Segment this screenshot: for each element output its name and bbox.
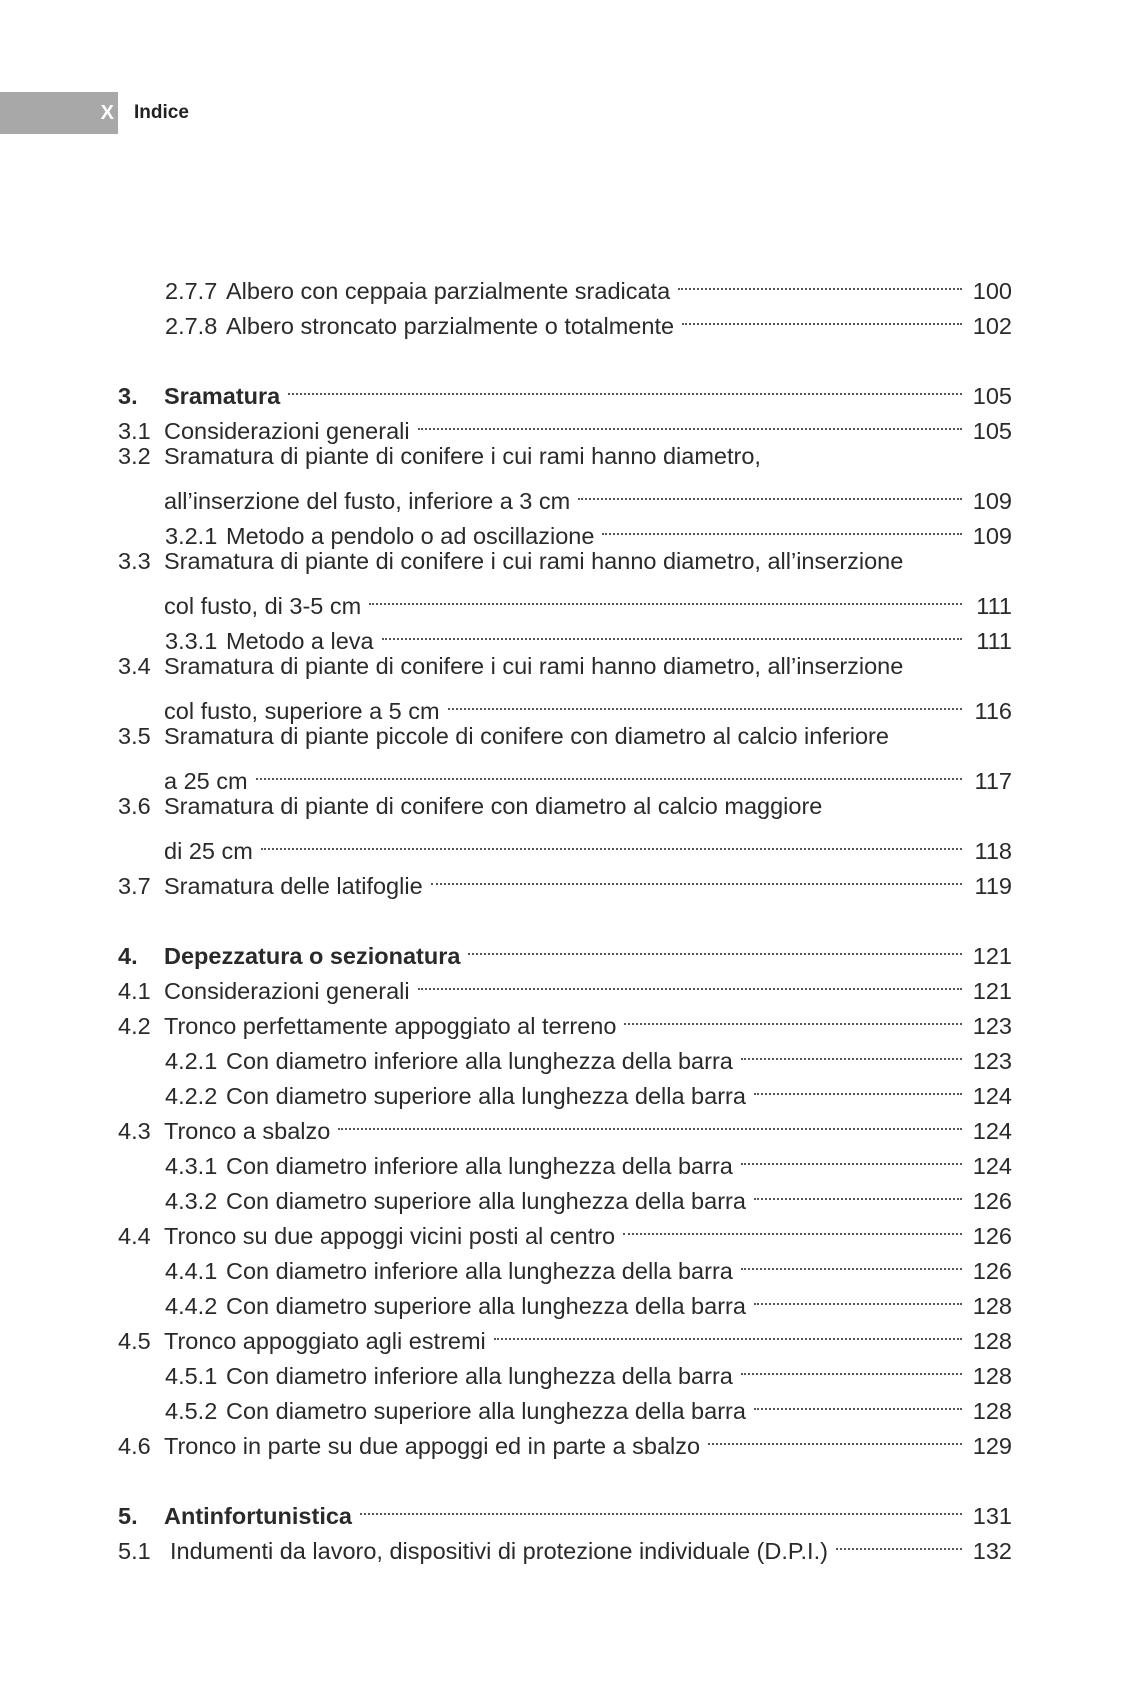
entry-number: 4.2: [118, 1013, 151, 1039]
toc-entry[interactable]: [118, 999, 1012, 1039]
entry-title-line1[interactable]: Sramatura di piante di conifere i cui rami hanno diametro, all’inserzione: [164, 548, 904, 574]
chapter-number: 4.: [118, 943, 138, 969]
entry-title-line2: col fusto, superiore a 5 cm: [164, 698, 440, 724]
entry-page: 126: [972, 1223, 1012, 1249]
toc-entry[interactable]: [165, 509, 1012, 549]
page-number: X: [100, 102, 114, 124]
toc-entry[interactable]: [165, 1174, 1012, 1214]
running-title: Indice: [134, 102, 189, 123]
toc-entry[interactable]: [165, 1279, 1012, 1319]
entry-page: 116: [974, 698, 1012, 724]
dot-leader: [682, 299, 962, 334]
toc-entry[interactable]: [118, 964, 1012, 1004]
entry-page: 102: [972, 313, 1012, 339]
dot-leader: [836, 1524, 962, 1559]
entry-title: Con diametro inferiore alla lunghezza della barra: [226, 1048, 733, 1074]
entry-page: 111: [976, 628, 1012, 654]
toc-entry[interactable]: [164, 824, 1012, 864]
toc-entry[interactable]: [165, 1244, 1012, 1284]
toc-chapter[interactable]: [118, 1489, 1012, 1529]
entry-title: Con diametro superiore alla lunghezza della barra: [226, 1083, 746, 1109]
entry-page: 128: [972, 1398, 1012, 1424]
entry-page: 117: [974, 768, 1012, 794]
entry-title: Tronco a sbalzo: [164, 1118, 331, 1144]
entry-number: 3.5: [118, 723, 151, 749]
toc-chapter[interactable]: [118, 929, 1012, 969]
entry-title: Con diametro inferiore alla lunghezza della barra: [226, 1363, 733, 1389]
dot-leader: [382, 614, 962, 649]
entry-number: 4.5: [118, 1328, 151, 1354]
entry-page: 105: [972, 418, 1012, 444]
toc-entry[interactable]: [118, 1524, 1012, 1564]
entry-number: 4.6: [118, 1433, 151, 1459]
dot-leader: [431, 859, 962, 894]
entry-title-line1[interactable]: Sramatura di piante piccole di conifere con diametro al calcio inferiore: [164, 723, 889, 749]
entry-number: 4.4.2: [165, 1293, 218, 1319]
toc-entry[interactable]: [118, 1104, 1012, 1144]
toc-entry[interactable]: [165, 264, 1012, 304]
entry-title: Albero con ceppaia parzialmente sradicata: [226, 278, 671, 304]
toc-entry[interactable]: [164, 684, 1012, 724]
dot-leader: [754, 1174, 962, 1209]
entry-number: 4.3.1: [165, 1153, 218, 1179]
entry-number: 3.1: [118, 418, 151, 444]
dot-leader: [578, 474, 962, 509]
dot-leader: [288, 369, 962, 404]
dot-leader: [261, 824, 962, 859]
toc-entry[interactable]: [165, 299, 1012, 339]
entry-page: 124: [972, 1118, 1012, 1144]
toc-entry[interactable]: [118, 859, 1012, 899]
entry-title: Metodo a pendolo o ad oscillazione: [226, 523, 595, 549]
entry-title-line1[interactable]: Sramatura di piante di conifere i cui rami hanno diametro, all’inserzione: [164, 653, 904, 679]
toc-entry[interactable]: [118, 1314, 1012, 1354]
entry-page: 111: [976, 593, 1012, 619]
entry-number: 4.2.1: [165, 1048, 218, 1074]
dot-leader: [602, 509, 962, 544]
entry-page: 126: [972, 1258, 1012, 1284]
entry-page: 109: [972, 488, 1012, 514]
toc-entry[interactable]: [165, 1384, 1012, 1424]
toc-entry[interactable]: [164, 579, 1012, 619]
entry-number: 2.7.7: [165, 278, 218, 304]
entry-title: Considerazioni generali: [164, 418, 410, 444]
entry-number: 4.4.1: [165, 1258, 218, 1284]
entry-title: Con diametro superiore alla lunghezza della barra: [226, 1398, 746, 1424]
chapter-title: Depezzatura o sezionatura: [164, 943, 461, 969]
dot-leader: [360, 1489, 962, 1524]
toc-entry[interactable]: [164, 474, 1012, 514]
dot-leader: [754, 1069, 962, 1104]
entry-page: 109: [972, 523, 1012, 549]
toc-entry[interactable]: [118, 404, 1012, 444]
entry-title-line1[interactable]: Sramatura di piante di conifere i cui rami hanno diametro,: [164, 443, 761, 469]
entry-number: 4.2.2: [165, 1083, 218, 1109]
entry-page: 129: [972, 1433, 1012, 1459]
entry-title: Albero stroncato parzialmente o totalmente: [226, 313, 675, 339]
entry-title: Con diametro superiore alla lunghezza della barra: [226, 1188, 746, 1214]
chapter-number: 5.: [118, 1503, 138, 1529]
entry-page: 128: [972, 1293, 1012, 1319]
entry-number: 4.3: [118, 1118, 151, 1144]
dot-leader: [338, 1104, 962, 1139]
entry-title-line2: di 25 cm: [164, 838, 253, 864]
entry-page: 119: [974, 873, 1012, 899]
toc-entry[interactable]: [165, 1034, 1012, 1074]
chapter-number: 3.: [118, 383, 138, 409]
entry-title-line2: col fusto, di 3-5 cm: [164, 593, 362, 619]
entry-page: 123: [972, 1013, 1012, 1039]
dot-leader: [418, 964, 962, 999]
entry-page: 121: [972, 978, 1012, 1004]
entry-title: Tronco su due appoggi vicini posti al centro: [164, 1223, 616, 1249]
entry-page: 126: [972, 1188, 1012, 1214]
dot-leader: [494, 1314, 962, 1349]
entry-title: Metodo a leva: [226, 628, 374, 654]
toc-entry[interactable]: [164, 754, 1012, 794]
entry-number: 3.2.1: [165, 523, 218, 549]
entry-page: 128: [972, 1328, 1012, 1354]
entry-title: Con diametro inferiore alla lunghezza della barra: [226, 1258, 733, 1284]
dot-leader: [754, 1384, 962, 1419]
chapter-page: 131: [972, 1503, 1012, 1529]
entry-number: 3.6: [118, 793, 151, 819]
dot-leader: [741, 1034, 962, 1069]
toc-entry[interactable]: [165, 614, 1012, 654]
entry-title: Tronco perfettamente appoggiato al terreno: [164, 1013, 617, 1039]
dot-leader: [623, 1209, 962, 1244]
chapter-title: Sramatura: [164, 383, 281, 409]
entry-number: 4.5.1: [165, 1363, 218, 1389]
entry-title: Sramatura delle latifoglie: [164, 873, 423, 899]
toc-entry[interactable]: [165, 1069, 1012, 1109]
entry-page: 118: [974, 838, 1012, 864]
dot-leader: [418, 404, 962, 439]
chapter-page: 121: [972, 943, 1012, 969]
entry-title-line2: a 25 cm: [164, 768, 248, 794]
page-header: [0, 92, 400, 134]
dot-leader: [369, 579, 962, 614]
entry-number: 5.1: [118, 1538, 151, 1564]
dot-leader: [741, 1139, 962, 1174]
toc-entry[interactable]: [118, 1209, 1012, 1249]
entry-page: 123: [972, 1048, 1012, 1074]
entry-number: 3.2: [118, 443, 151, 469]
entry-number: 4.5.2: [165, 1398, 218, 1424]
entry-title-line2: all’inserzione del fusto, inferiore a 3 cm: [164, 488, 571, 514]
entry-title: Indumenti da lavoro, dispositivi di protezione individuale (D.P.I.): [170, 1538, 828, 1564]
dot-leader: [741, 1349, 962, 1384]
chapter-page: 105: [972, 383, 1012, 409]
dot-leader: [678, 264, 962, 299]
entry-page: 132: [972, 1538, 1012, 1564]
toc-entry[interactable]: [165, 1139, 1012, 1179]
dot-leader: [256, 754, 962, 789]
entry-page: 124: [972, 1083, 1012, 1109]
entry-page: 128: [972, 1363, 1012, 1389]
dot-leader: [468, 929, 962, 964]
entry-number: 4.4: [118, 1223, 151, 1249]
entry-title: Tronco appoggiato agli estremi: [164, 1328, 486, 1354]
entry-number: 3.7: [118, 873, 151, 899]
entry-title: Tronco in parte su due appoggi ed in parte a sbalzo: [164, 1433, 701, 1459]
toc-chapter[interactable]: [118, 369, 1012, 409]
entry-title: Considerazioni generali: [164, 978, 410, 1004]
entry-number: 2.7.8: [165, 313, 218, 339]
entry-title: Con diametro inferiore alla lunghezza della barra: [226, 1153, 733, 1179]
entry-number: 3.3.1: [165, 628, 218, 654]
entry-page: 124: [972, 1153, 1012, 1179]
entry-title: Con diametro superiore alla lunghezza della barra: [226, 1293, 746, 1319]
dot-leader: [708, 1419, 962, 1454]
entry-number: 3.4: [118, 653, 151, 679]
dot-leader: [448, 684, 962, 719]
dot-leader: [754, 1279, 962, 1314]
entry-title-line1[interactable]: Sramatura di piante di conifere con diametro al calcio maggiore: [164, 793, 823, 819]
dot-leader: [624, 999, 962, 1034]
chapter-title: Antinfortunistica: [164, 1503, 352, 1529]
entry-number: 3.3: [118, 548, 151, 574]
entry-number: 4.3.2: [165, 1188, 218, 1214]
dot-leader: [741, 1244, 962, 1279]
toc-entry[interactable]: [118, 1419, 1012, 1459]
toc-entry[interactable]: [165, 1349, 1012, 1389]
entry-page: 100: [972, 278, 1012, 304]
entry-number: 4.1: [118, 978, 151, 1004]
